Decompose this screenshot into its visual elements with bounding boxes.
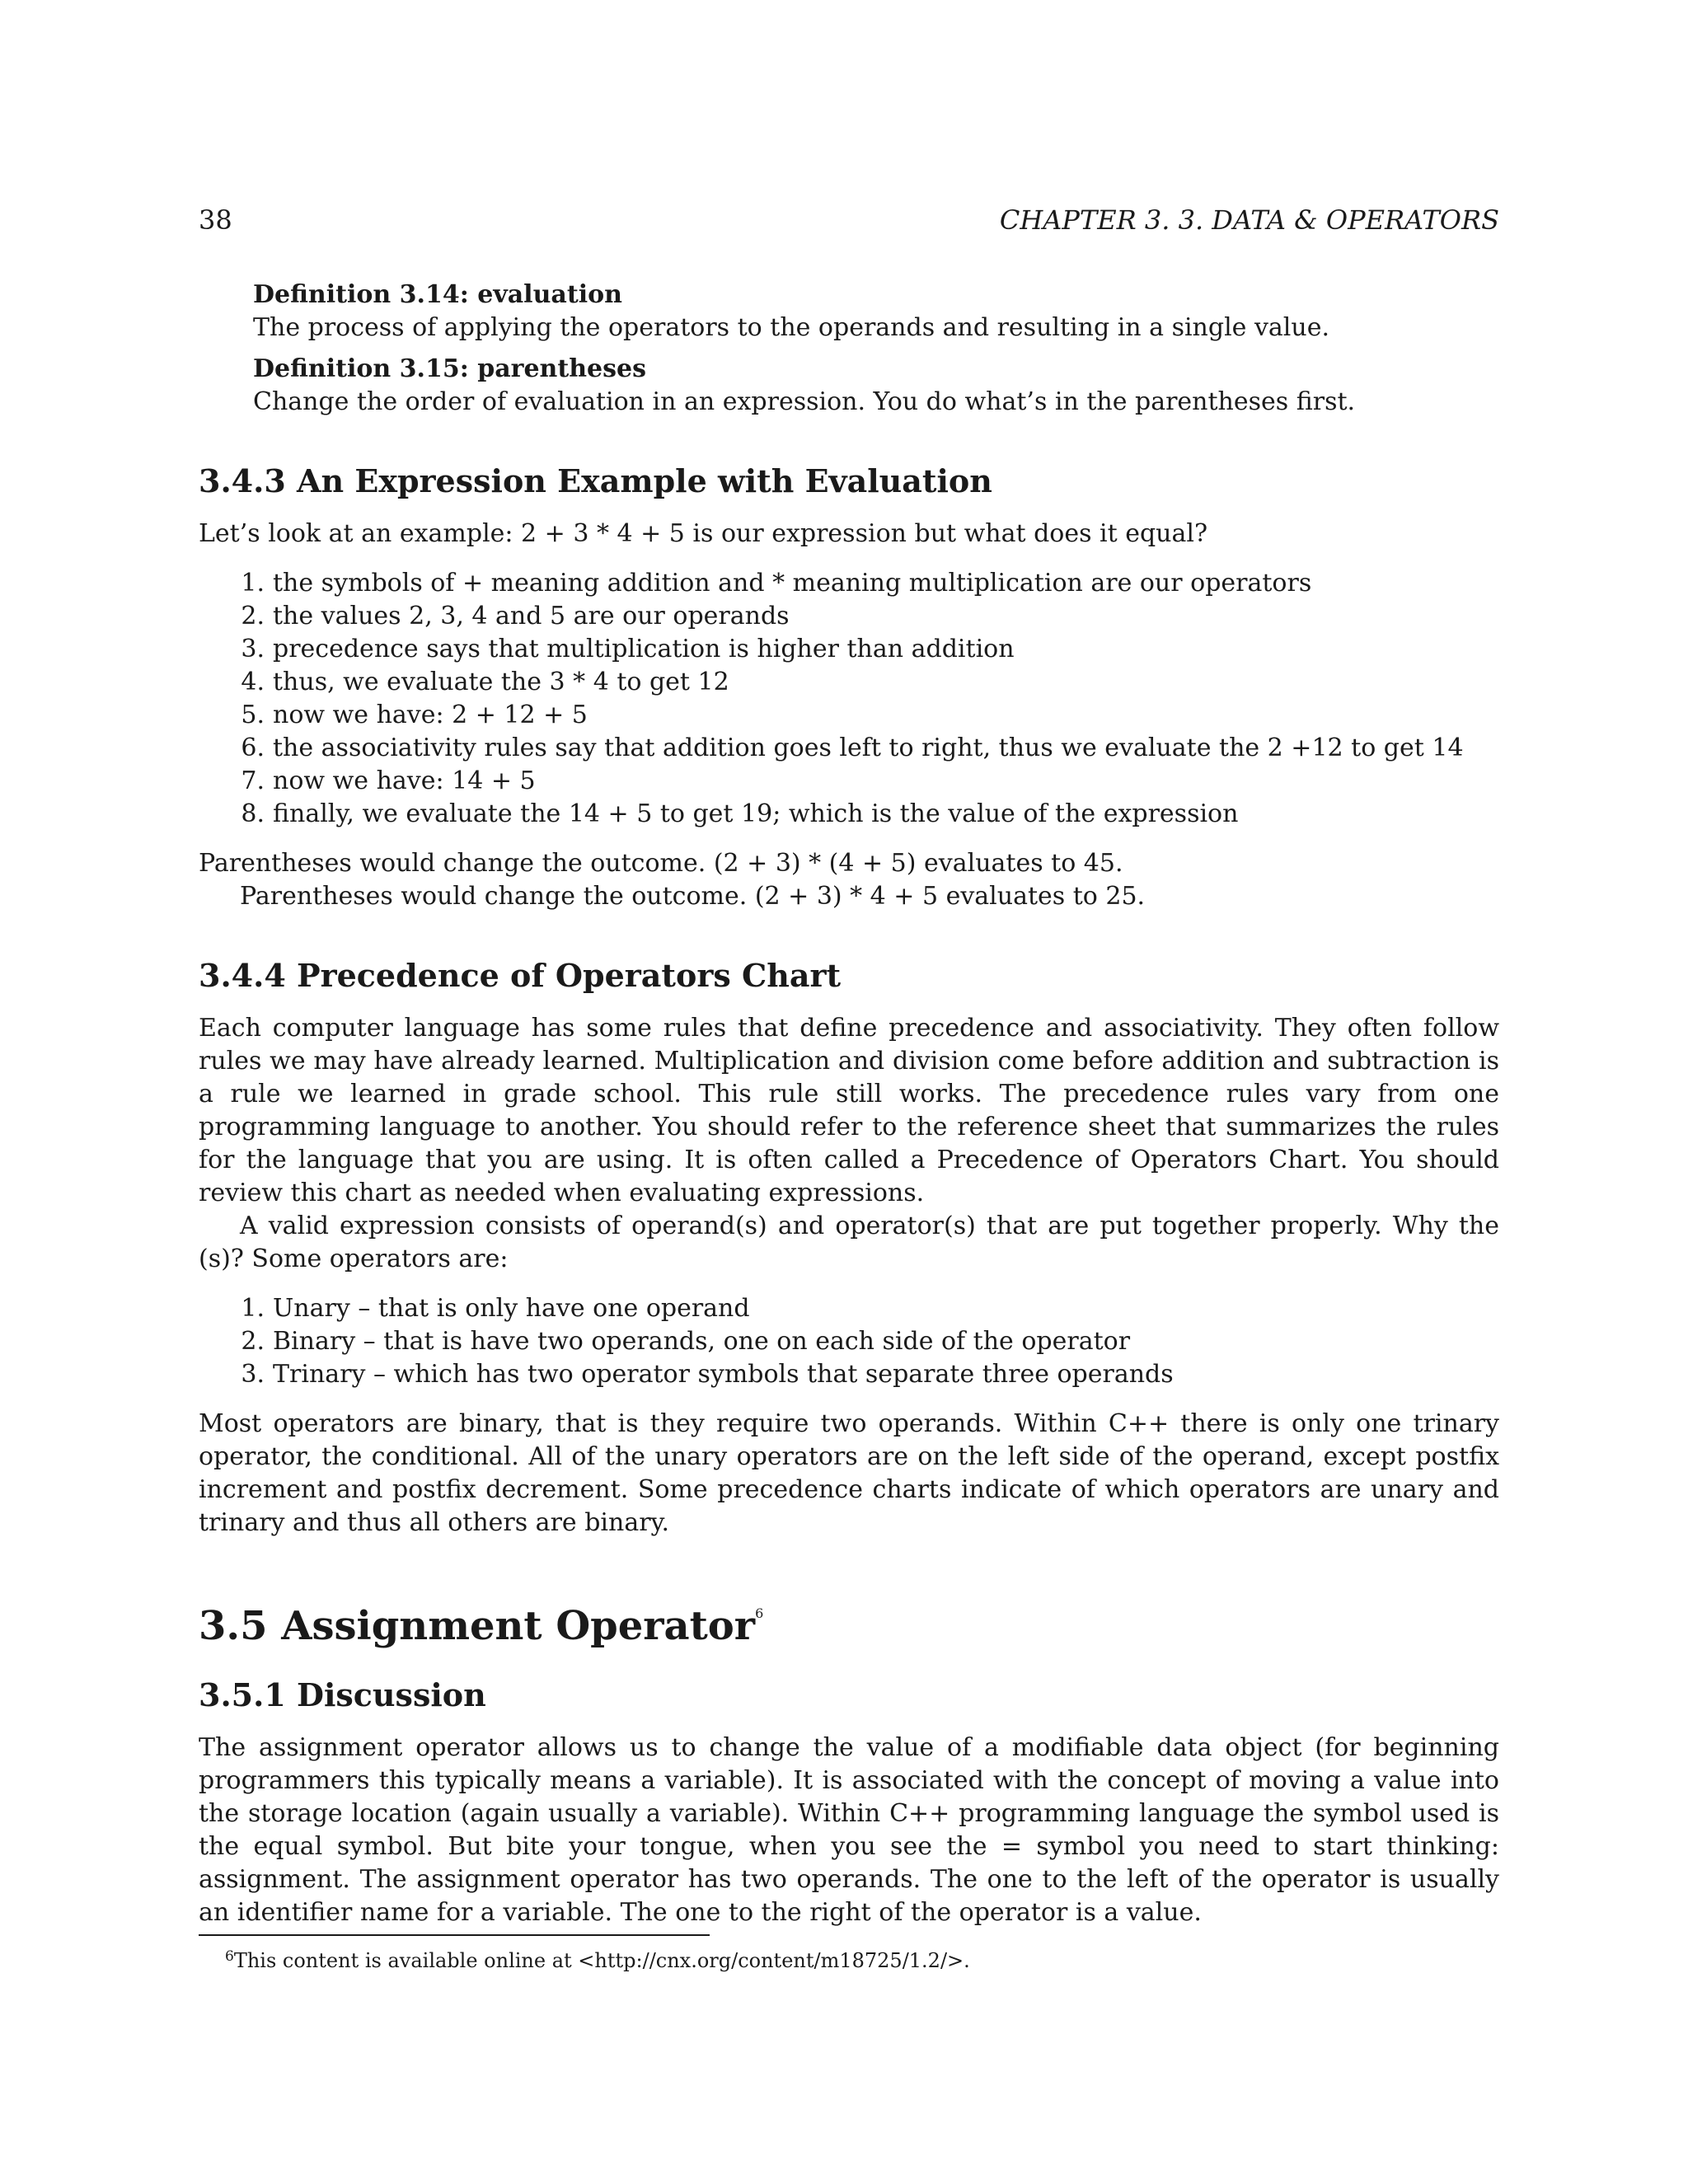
list-text: Binary – that is have two operands, one on each side of the operator [273,1327,1131,1356]
list-item [199,732,1499,765]
footnote-divider [199,1934,710,1936]
paragraph: The assignment operator allows us to change the value of a modifiable data object (for beginning programmers this typically means a variable). It is associated with the concept of moving a value into the storage location (again usually a variable). Within C++ programming language the symbol used is the equal symbol. But bite your tongue, when you see the = symbol you need to start thinking: assignment. The assignment operator has two operands. The one to the left of the operator is usually an identifier name for a variable. The one to the right of the operator is a value. [199,1733,1499,1927]
operator-types-list [199,1292,1499,1391]
section-heading-3-4-4: 3.4.4 Precedence of Operators Chart [199,957,842,994]
page-number: 38 [199,204,232,236]
paragraph: A valid expression consists of operand(s) and operator(s) that are put together properly. Why the (s)? Some operators are: [199,1212,1499,1273]
section-heading-3-5-1: 3.5.1 Discussion [199,1676,486,1713]
list-text: now we have: 14 + 5 [273,766,536,795]
list-text: Trinary – which has two operator symbols that separate three operands [273,1360,1174,1389]
definition-title: Definition 3.15: parentheses [253,354,646,383]
list-number: 2. [241,602,265,630]
list-number: 8. [241,799,265,828]
section-title: 3.5 Assignment Operator [199,1603,756,1649]
definition-body: The process of applying the operators to the operands and resulting in a single value. [253,313,1330,342]
page-header [199,204,1499,236]
definition-parentheses [253,353,1499,419]
list-item [199,765,1499,798]
list-text: the symbols of + meaning addition and * meaning multiplication are our operators [273,569,1312,598]
paragraph: Let’s look at an example: 2 + 3 * 4 + 5 is our expression but what does it equal? [199,519,1208,548]
list-item [199,798,1499,831]
paragraph: Parentheses would change the outcome. (2 + 3) * (4 + 5) evaluates to 45. [199,849,1123,878]
list-text: precedence says that multiplication is higher than addition [273,635,1015,663]
list-number: 3. [241,635,265,663]
list-number: 4. [241,668,265,696]
list-item [199,1325,1499,1358]
section-heading-3-5 [199,1589,1499,1651]
footnote-marker[interactable]: 6 [755,1605,764,1621]
list-item [199,699,1499,732]
footnote-number: 6 [225,1948,234,1965]
definition-evaluation [253,279,1499,344]
list-number: 5. [241,701,265,729]
list-text: thus, we evaluate the 3 * 4 to get 12 [273,668,729,696]
definition-title: Definition 3.14: evaluation [253,280,622,309]
list-item [199,567,1499,600]
list-item [199,600,1499,633]
list-item [199,1358,1499,1391]
list-item [199,633,1499,666]
list-text: now we have: 2 + 12 + 5 [273,701,588,729]
list-number: 1. [241,569,265,598]
list-text: the values 2, 3, 4 and 5 are our operands [273,602,790,630]
list-text: finally, we evaluate the 14 + 5 to get 19; which is the value of the expression [273,799,1239,828]
list-text: Unary – that is only have one operand [273,1294,750,1323]
list-text: the associativity rules say that addition goes left to right, thus we evaluate the 2 +12 to get 14 [273,733,1464,762]
list-item [199,1292,1499,1325]
list-number: 6. [241,733,265,762]
paragraph: Parentheses would change the outcome. (2 + 3) * 4 + 5 evaluates to 25. [240,882,1146,911]
list-item [199,666,1499,699]
footnote [225,1944,1499,1973]
list-number: 2. [241,1327,265,1356]
list-number: 7. [241,766,265,795]
section-heading-3-4-3: 3.4.3 An Expression Example with Evaluation [199,462,992,499]
evaluation-steps-list [199,567,1499,831]
list-number: 1. [241,1294,265,1323]
running-head: CHAPTER 3. 3. DATA & OPERATORS [999,204,1499,236]
list-number: 3. [241,1360,265,1389]
footnote-text: This content is available online at <http://cnx.org/content/m18725/1.2/>. [233,1949,970,1972]
definition-body: Change the order of evaluation in an expression. You do what’s in the parentheses first. [253,387,1356,416]
paragraph: Most operators are binary, that is they require two operands. Within C++ there is only one trinary operator, the conditional. All of the unary operators are on the left side of the operand, except postfix increment and postfix decrement. Some precedence charts indicate of which operators are unary and trinary and thus all others are binary. [199,1409,1499,1537]
paragraph: Each computer language has some rules that define precedence and associativity. They often follow rules we may have already learned. Multiplication and division come before addition and subtraction is a rule we learned in grade school. This rule still works. The precedence rules vary from one programming language to another. You should refer to the reference sheet that summarizes the rules for the language that you are using. It is often called a Precedence of Operators Chart. You should review this chart as needed when evaluating expressions. [199,1014,1499,1207]
page-content [199,279,1499,1973]
